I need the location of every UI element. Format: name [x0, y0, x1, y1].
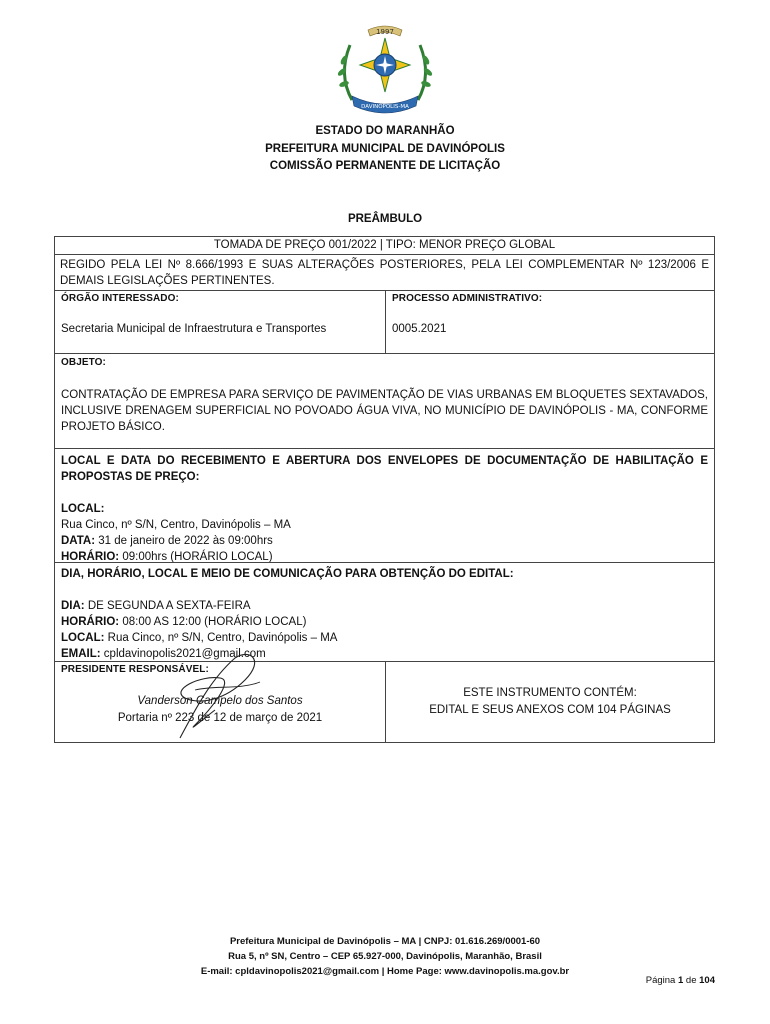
legal-basis-row	[55, 254, 714, 290]
president-portaria: Portaria nº 223 de 12 de março de 2021	[117, 712, 323, 724]
opening-date-label: DATA:	[61, 535, 96, 547]
president-cell	[55, 662, 385, 742]
object-row	[55, 353, 714, 448]
opening-local-label: LOCAL:	[61, 503, 105, 515]
president-label: PRESIDENTE RESPONSÁVEL:	[61, 664, 209, 675]
commission-name: COMISSÃO PERMANENTE DE LICITAÇÃO	[269, 160, 501, 172]
edital-details	[61, 598, 337, 662]
page-prefix: Página	[645, 975, 678, 986]
instrument-line1: ESTE INSTRUMENTO CONTÉM:	[463, 687, 637, 699]
president-name: Vanderson Campelo dos Santos	[137, 695, 303, 707]
edital-email-value: cpldavinopolis2021@gmail.com	[100, 648, 266, 660]
preamble-table	[54, 236, 715, 743]
opening-heading: LOCAL E DATA DO RECEBIMENTO E ABERTURA DOS ENVELOPES DE DOCUMENTAÇÃO DE HABILITAÇÃO E PROPOSTAS DE PREÇO:	[61, 455, 708, 483]
agency-label: ÓRGÃO INTERESSADO:	[61, 293, 179, 304]
process-cell	[392, 291, 692, 353]
edital-local-label: LOCAL:	[61, 632, 105, 644]
seal-year: 1997	[376, 28, 394, 36]
tender-title: TOMADA DE PREÇO 001/2022 | TIPO: MENOR PREÇO GLOBAL	[213, 239, 556, 251]
object-label: OBJETO:	[61, 357, 106, 368]
agency-process-row	[55, 290, 714, 353]
edital-local-value: Rua Cinco, nº S/N, Centro, Davinópolis – MA	[104, 632, 338, 644]
agency-cell	[61, 291, 381, 353]
opening-time-value: 09:00hrs (HORÁRIO LOCAL)	[119, 551, 273, 563]
edital-heading: DIA, HORÁRIO, LOCAL E MEIO DE COMUNICAÇÃO PARA OBTENÇÃO DO EDITAL:	[61, 568, 514, 580]
edital-time-value: 08:00 AS 12:00 (HORÁRIO LOCAL)	[119, 616, 307, 628]
opening-local-value: Rua Cinco, nº S/N, Centro, Davinópolis – MA	[61, 519, 291, 531]
document-header	[0, 123, 770, 176]
page-sep: de	[683, 975, 700, 986]
instrument-line2: EDITAL E SEUS ANEXOS COM 104 PÁGINAS	[429, 704, 671, 716]
instrument-cell	[386, 662, 716, 742]
page-number	[646, 975, 715, 986]
footer-line1: Prefeitura Municipal de Davinópolis – MA | CNPJ: 01.616.269/0001-60	[229, 936, 541, 947]
agency-value: Secretaria Municipal de Infraestrutura e Transportes	[61, 323, 327, 335]
opening-row	[55, 448, 714, 562]
process-value: 0005.2021	[392, 323, 447, 335]
edital-row	[55, 562, 714, 661]
seal-banner: DAVINÓPOLIS-MA	[361, 104, 409, 110]
prefecture-name: PREFEITURA MUNICIPAL DE DAVINÓPOLIS	[265, 142, 505, 155]
legal-basis-text: REGIDO PELA LEI Nº 8.666/1993 E SUAS ALTERAÇÕES POSTERIORES, PELA LEI COMPLEMENTAR Nº 123/2006 E DEMAIS LEGISLAÇÕES PERTINENTES.	[60, 259, 709, 287]
edital-day-label: DIA:	[61, 600, 85, 612]
page-current: 1	[677, 975, 684, 986]
edital-email-label: EMAIL:	[61, 648, 101, 660]
opening-time-label: HORÁRIO:	[61, 551, 120, 563]
page-footer	[0, 934, 770, 979]
opening-date-value: 31 de janeiro de 2022 às 09:00hrs	[95, 535, 273, 547]
municipal-seal	[330, 20, 440, 120]
footer-line2: Rua 5, nº SN, Centro – CEP 65.927-000, Davinópolis, Maranhão, Brasil	[228, 951, 542, 962]
process-label: PROCESSO ADMINISTRATIVO:	[392, 293, 543, 304]
preambulo-title: PREÂMBULO	[347, 213, 423, 225]
edital-day-value: DE SEGUNDA A SEXTA-FEIRA	[84, 600, 251, 612]
opening-details	[61, 501, 291, 565]
page-total: 104	[699, 975, 715, 986]
signature-row	[55, 661, 714, 742]
state-name: ESTADO DO MARANHÃO	[315, 125, 455, 137]
tender-title-row	[55, 237, 714, 254]
footer-line3: E-mail: cpldavinopolis2021@gmail.com | Home Page: www.davinopolis.ma.gov.br	[200, 966, 570, 977]
object-text: CONTRATAÇÃO DE EMPRESA PARA SERVIÇO DE PAVIMENTAÇÃO DE VIAS URBANAS EM BLOQUETES SEXTAVADOS, INCLUSIVE DRENAGEM SUPERFICIAL NO POVOADO ÁGUA VIVA, NO MUNICÍPIO DE DAVINÓPOLIS - MA, CONFORME PROJETO BÁSICO.	[61, 389, 708, 433]
edital-time-label: HORÁRIO:	[61, 616, 120, 628]
